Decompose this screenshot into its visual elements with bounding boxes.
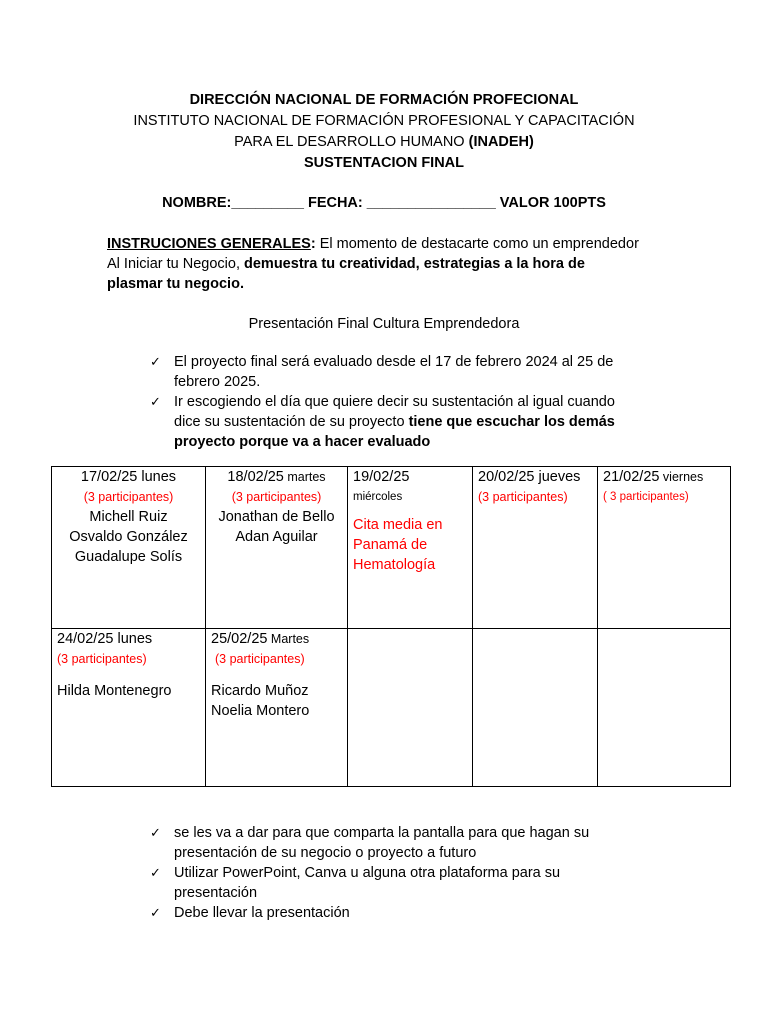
cell-date: 20/02/25 jueves (478, 469, 581, 485)
table-row (52, 629, 731, 787)
check-icon: ✓ (150, 394, 161, 409)
schedule-cell-empty (348, 629, 473, 787)
cell-date: 19/02/25 (353, 469, 410, 485)
instructions-text-1: El momento de destacarte como un emprendedor (315, 236, 639, 252)
cell-red-note: Cita media en (353, 517, 443, 533)
instructions-line-2 (107, 254, 687, 274)
cell-red-note: Panamá de (353, 537, 428, 553)
list-item-text: Utilizar PowerPoint, Canva u alguna otra plataforma para su (174, 865, 561, 881)
list-item-text: febrero 2025. (174, 374, 261, 390)
list-item-text: presentación (174, 885, 258, 901)
cell-day: martes (283, 470, 326, 484)
participant-name: Michell Ruiz (89, 509, 168, 525)
instructions-label: INSTRUCIONES GENERALES (107, 236, 311, 252)
header-line-4: SUSTENTACION FINAL (303, 155, 465, 171)
list-item-text-plain: dice su sustentación de su proyecto (174, 414, 409, 430)
spacer (353, 507, 467, 515)
list-item-text: Ir escogiendo el día que quiere decir su sustentación al igual cuando (174, 394, 615, 410)
list-item-text-bold: proyecto porque va a hacer evaluado (174, 434, 431, 450)
check-icon: ✓ (150, 825, 161, 840)
presentation-title: Presentación Final Cultura Emprendedora (248, 316, 520, 332)
cell-date-value: 25/02/25 (211, 631, 268, 647)
cell-date (603, 467, 725, 487)
schedule-cell-empty (473, 629, 598, 787)
schedule-cell-empty (598, 629, 731, 787)
header-line-3-plain: PARA EL DESARROLLO HUMANO (234, 134, 469, 150)
schedule-cell-18-02 (206, 467, 348, 629)
cell-participants-note: (3 participantes) (83, 490, 174, 504)
schedule-table (51, 466, 731, 787)
cell-day: viernes (659, 470, 704, 484)
header-line-3-bold: (INADEH) (468, 134, 534, 150)
schedule-cell-20-02 (473, 467, 598, 629)
participant-name: Osvaldo González (69, 529, 188, 545)
cell-participants-note: (3 participantes) (478, 490, 568, 504)
list-item-text: El proyecto final será evaluado desde el 17 de febrero 2024 al 25 de (174, 354, 614, 370)
list-item (150, 823, 650, 863)
instructions-line-1 (107, 234, 687, 254)
participant-name: Adan Aguilar (235, 529, 318, 545)
schedule-cell-21-02 (598, 467, 731, 629)
list-item-text: presentación de su negocio o proyecto a futuro (174, 845, 477, 861)
list-item (150, 352, 650, 392)
instructions-text-2-bold: demuestra tu creatividad, estrategias a la hora de (244, 256, 585, 272)
header-line-3 (0, 132, 768, 152)
cell-date (211, 629, 342, 649)
schedule-cell-19-02 (348, 467, 473, 629)
spacer (57, 669, 200, 681)
header-line-1: DIRECCIÓN NACIONAL DE FORMACIÓN PROFECIONAL (189, 92, 579, 108)
list-item-text-bold: tiene que escuchar los demás (408, 414, 615, 430)
header-line-2: INSTITUTO NACIONAL DE FORMACIÓN PROFESIONAL Y CAPACITACIÓN (133, 113, 635, 129)
list-item-text (174, 412, 650, 432)
schedule-cell-24-02 (52, 629, 206, 787)
cell-date: 24/02/25 lunes (57, 631, 153, 647)
list-item (150, 903, 650, 923)
instructions-line-3: plasmar tu negocio. (107, 276, 244, 292)
cell-date (211, 467, 342, 487)
cell-day: miércoles (353, 491, 403, 503)
participant-name: Hilda Montenegro (57, 683, 172, 699)
cell-date: 17/02/25 lunes (80, 469, 177, 485)
cell-participants-note: (3 participantes) (215, 652, 305, 666)
cell-date-value: 18/02/25 (227, 469, 284, 485)
checklist-top (150, 352, 650, 452)
table-row (52, 467, 731, 629)
check-icon: ✓ (150, 905, 161, 920)
participant-name: Noelia Montero (211, 703, 310, 719)
list-item-text: Debe llevar la presentación (174, 905, 350, 921)
cell-participants-note: (3 participantes) (57, 652, 147, 666)
list-item-text: se les va a dar para que comparta la pantalla para que hagan su (174, 825, 590, 841)
cell-date-value: 21/02/25 (603, 469, 660, 485)
participant-name: Ricardo Muñoz (211, 683, 309, 699)
cell-participants-note: (3 participantes) (231, 490, 322, 504)
schedule-cell-25-02 (206, 629, 348, 787)
participant-name: Jonathan de Bello (218, 509, 335, 525)
instructions-block (107, 234, 687, 294)
instructions-text-2-plain: Al Iniciar tu Negocio, (107, 256, 245, 272)
list-item (150, 392, 650, 452)
cell-day: Martes (267, 632, 310, 646)
check-icon: ✓ (150, 354, 161, 369)
cell-participants-note: ( 3 participantes) (603, 491, 689, 503)
check-icon: ✓ (150, 865, 161, 880)
form-line: NOMBRE:_________ FECHA: ________________ VALOR 100PTS (162, 195, 606, 211)
spacer (211, 669, 342, 681)
cell-red-note: Hematología (353, 557, 436, 573)
list-item (150, 863, 650, 903)
instructions-colon: : (310, 236, 316, 252)
checklist-bottom (150, 823, 650, 923)
participant-name: Guadalupe Solís (74, 549, 183, 565)
schedule-cell-17-02 (52, 467, 206, 629)
